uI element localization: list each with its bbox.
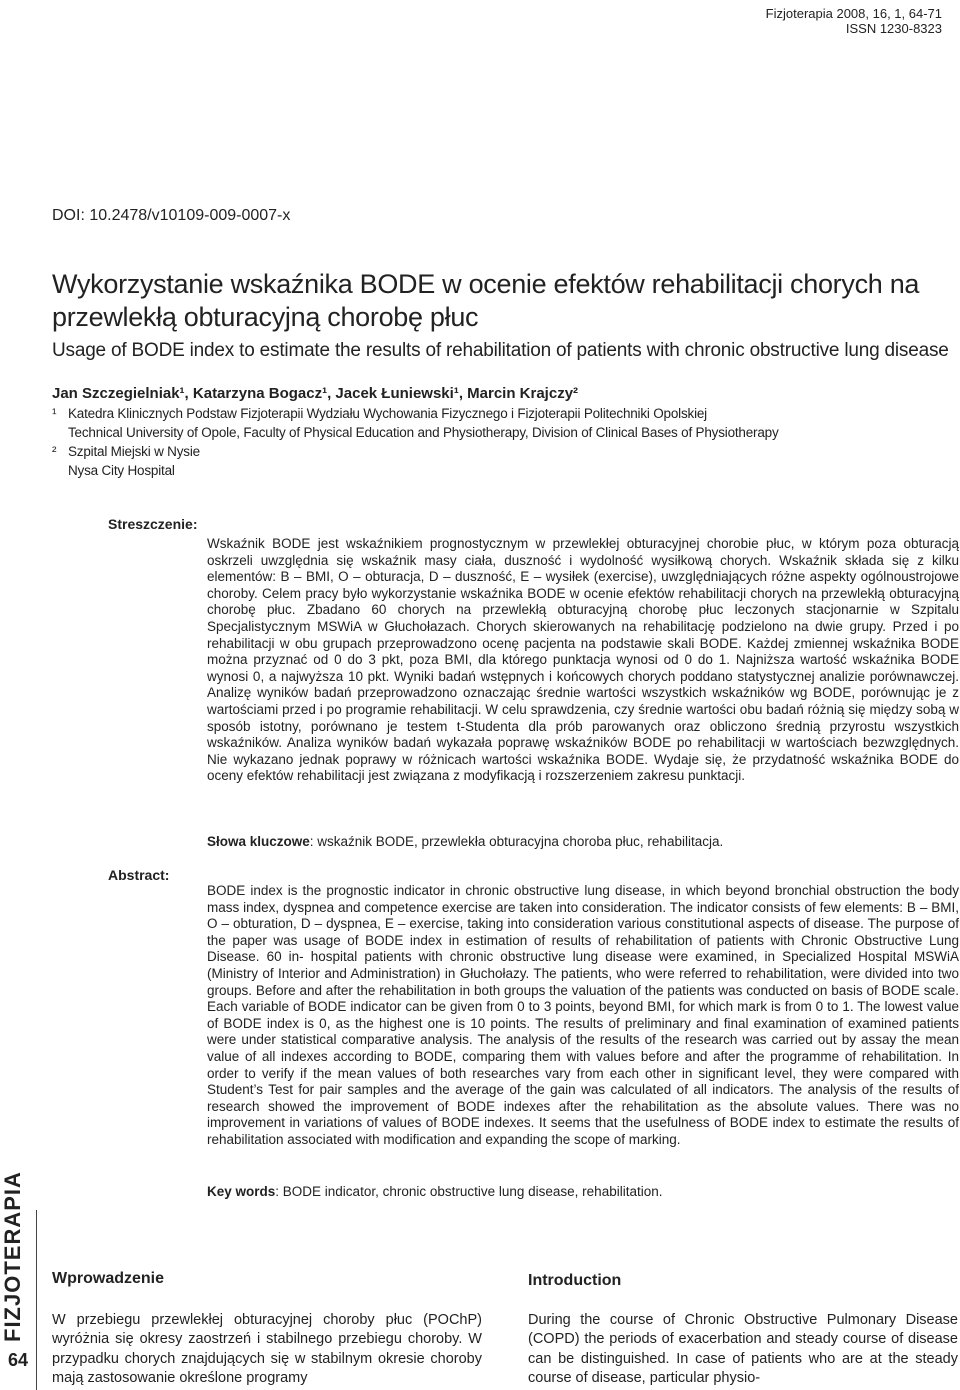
affiliation-number: ² <box>52 444 57 459</box>
streszczenie-text: Wskaźnik BODE jest wskaźnikiem prognostycznym w przewlekłej obturacyjnej chorobie płuc, w którym poza obturacją oskrzeli uwzględnia się wskaźnik masy ciała, duszność i wydolność wysiłkową chorych. Wskaźnik składa się z kilku elementów: B – BMI, O – obturacja, D – duszność, E – wysiłek (exercise), uwzględniających różne aspekty ogólnoustrojowe choroby. Celem pracy było wykorzystanie wskaźnika BODE w ocenie efektów rehabilitacji chorych na przewlekłą obturacyjną chorobę płuc. Zbadano 60 chorych na przewlekłą obturacyjną chorobę płuc leczonych stacjonarnie w Szpitalu Specjalistycznym MSWiA w Głuchołazach. Chorych skierowanych na rehabilitację podzielono na dwie grupy. Przed i po rehabilitacji w obu grupach przeprowadzono ocenę pacjenta na podstawie skali BODE. Każdej zmiennej wskaźnika BODE można przyznać od 0 do 3 pkt, poza BMI, dla którego punktacja wynosi od 0 do 1. Najniższa wartość wskaźnika BODE wynosi 0, a najwyższa 10 pkt. Wyniki badań wstępnych i końcowych chorych poddano statystycznej analizie porównawczej. Analizę wyników badań przeprowadzono oznaczając średnie wartości wszystkich wskaźników wg BODE, porównując je z wartościami przed i po programie rehabilitacji. W celu sprawdzenia, czy średnie wartości obu badań różnią się między sobą w sposób istotny, porównano je testem t-Studenta dla prób parowanych oraz obliczono średnią przyrostu wszystkich wskaźników. Analiza wyników badań wykazała poprawę wskaźników BODE po rehabilitacji w wartościach bezwzględnych. Nie wykazano jednak poprawy w różnicach wartości wskaźnika BODE. Wydaje się, że przydatność wskaźnika BODE do oceny efektów rehabilitacji jest związana z modyfikacją i rozszerzeniem zakresu punktacji. <box>207 536 959 784</box>
section-heading-pl: Wprowadzenie <box>52 1270 165 1287</box>
abstract-label: Abstract: <box>108 867 170 883</box>
key-words <box>207 1184 959 1199</box>
affiliation-pl: Szpital Miejski w Nysie <box>68 444 200 459</box>
intro-text-en: During the course of Chronic Obstructive Pulmonary Disease (COPD) the periods of exacerbation and steady course of disease can be distinguished. In case of patients who are at the steady course of disease, particular physio- <box>528 1312 958 1386</box>
intro-text-pl: W przebiegu przewlekłej obturacyjnej choroby płuc (POChP) wyróżnia się okresy zaostrzeń i stabilnego przebiegu choroby. W przypadku chorych znajdujących się w stabilnym okresie choroby mają zastosowanie określone programy <box>52 1312 482 1386</box>
affiliation-pl: Katedra Klinicznych Podstaw Fizjoterapii Wydziału Wychowania Fizycznego i Fizjoterapii Politechniki Opolskiej <box>68 406 707 421</box>
article-subtitle: Usage of BODE index to estimate the results of rehabilitation of patients with chronic obstructive lung disease <box>52 340 949 361</box>
section-heading-en: Introduction <box>528 1272 622 1289</box>
affiliation-en: Nysa City Hospital <box>68 463 175 478</box>
slowa-kluczowe <box>207 834 959 849</box>
abstract-text: BODE index is the prognostic indicator in chronic obstructive lung disease, in which beyond bronchial obstruction the body mass index, dyspnea and competence exercise are taken into consideration. The indicator consists of few elements: B – BMI, O – obturation, D – dyspnea, E – exercise, taking into consideration various constitutional aspects of disease. The purpose of the paper was usage of BODE index in estimation of results of rehabilitation of patients with Chronic Obstructive Lung Disease. 60 in- hospital patients with chronic obstructive lung disease were examined, in Specialized Hospital MSWiA (Ministry of Interior and Administration) in Głuchołazy. The patients, who were referred to rehabilitation, were divided into two groups. Before and after the rehabilitation in both groups the valuation of the patients was conducted on basis of BODE scale. Each variable of BODE indicator can be given from 0 to 3 points, beyond BMI, for which mark is from 0 to 1. The lowest value of BODE index is 0, as the highest one is 10 points. The results of preliminary and final examination of examined patients were under statistical comparative analysis. The analysis of the results of the research was carried out by assay the mean value of all indexes according to BODE, comparing them with values before and after the programme of rehabilitation. In order to verify if the mean values of both researches vary from each other in significant level, they were compared with Student’s Test for pair samples and the average of the gain was calculated of all indicators. The analysis of the results of research showed the improvement of BODE indexes after the rehabilitation as the absolute values. There was no improvement in variations of values of BODE indexes. It seems that the usefulness of BODE index to estimate the results of rehabilitation associated with modification and expanding the scope of marking. <box>207 883 959 1147</box>
affiliation-number: ¹ <box>52 406 57 421</box>
keywords-label-pl: Słowa kluczowe <box>207 834 310 849</box>
affiliation-2 <box>52 442 932 480</box>
keywords-pl: : wskaźnik BODE, przewlekła obturacyjna choroba płuc, rehabilitacja. <box>309 834 724 849</box>
streszczenie-label: Streszczenie: <box>108 516 198 532</box>
affiliation-en: Technical University of Opole, Faculty of Physical Education and Physiotherapy, Division of Clinical Bases of Physiotherapy <box>68 425 779 440</box>
journal-citation: Fizjoterapia 2008, 16, 1, 64-71 <box>765 6 942 21</box>
journal-logo: FIZJOTERAPIA <box>0 1171 25 1342</box>
article-title: Wykorzystanie wskaźnika BODE w ocenie efektów rehabilitacji chorych na przewlekłą obturacyjną chorobę płuc <box>52 269 920 332</box>
affiliation-1 <box>52 404 932 442</box>
keywords-en: : BODE indicator, chronic obstructive lung disease, rehabilitation. <box>275 1184 663 1199</box>
journal-info <box>766 6 942 36</box>
journal-issn: ISSN 1230-8323 <box>845 21 942 36</box>
page-number: 64 <box>7 1350 29 1370</box>
doi[interactable]: DOI: 10.2478/v10109-009-0007-x <box>52 207 291 224</box>
authors: Jan Szczegielniak¹, Katarzyna Bogacz¹, Jacek Łuniewski¹, Marcin Krajczy² <box>52 385 579 402</box>
keywords-label-en: Key words <box>207 1184 276 1199</box>
